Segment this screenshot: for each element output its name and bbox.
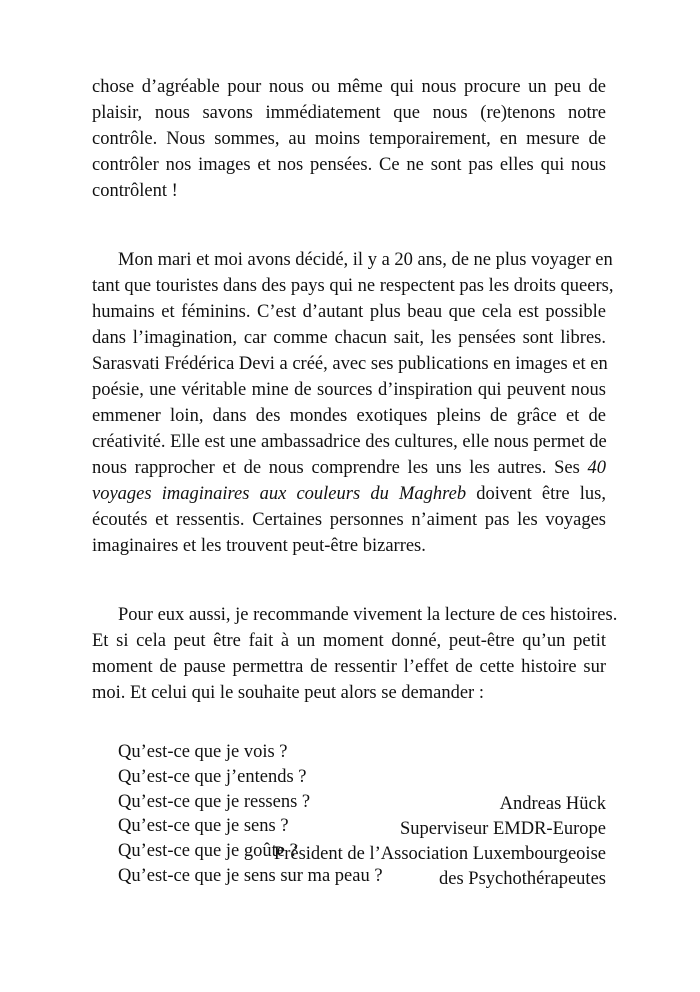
question-item: Qu’est-ce que j’entends ? [118,766,307,787]
document-body [92,74,618,889]
text-segment: imaginaires et les trouvent peut-être bizarres. [92,536,426,556]
text-line [92,481,606,507]
text-segment: contrôler nos images et nos pensées. Ce ne sont pas elles qui nous [92,155,606,175]
text-segment: écoutés et ressentis. Certaines personnes n’aiment pas les voyages [92,510,606,530]
text-segment: humains et féminins. C’est d’autant plus beau que cela est possible [92,302,606,322]
question-item: Qu’est-ce que je sens ? [118,816,289,837]
text-line [92,628,606,654]
text-segment: emmener loin, dans des mondes exotiques pleins de grâce et de [92,406,606,426]
signature-name: Andreas Hück [499,794,606,814]
text-line [92,247,613,273]
text-segment: dans l’imagination, car comme chacun sait, les pensées sont libres. [92,328,606,348]
text-line [92,507,606,533]
text-segment: nous rapprocher et de nous comprendre les uns les autres. Ses [92,458,588,478]
text-line [92,377,606,403]
text-segment: doivent être lus, [466,484,606,504]
signature-block [274,792,606,892]
text-segment: créativité. Elle est une ambassadrice des cultures, elle nous permet de [92,432,607,452]
text-line [92,325,606,351]
text-line [92,273,614,299]
text-segment: contrôlent ! [92,181,178,201]
text-segment: Et si cela peut être fait à un moment donné, peut-être qu’un petit [92,631,606,651]
text-segment: chose d’agréable pour nous ou même qui nous procure un peu de [92,77,606,97]
text-line [92,100,606,126]
question-item: Qu’est-ce que je vois ? [118,742,288,762]
text-segment: moment de pause permettra de ressentir l’effet de cette histoire sur [92,657,606,677]
text-line [92,351,606,377]
question-item: Qu’est-ce que je ressens ? [118,791,311,812]
paragraph-gap [92,559,606,602]
signature-title: Superviseur EMDR-Europe [399,819,606,839]
text-segment: Pour eux aussi, je recommande vivement la lecture de ces histoires. [118,605,618,625]
text-line [92,533,606,559]
text-line [92,152,606,178]
paragraph-gap [92,204,606,247]
paragraph [92,247,614,559]
text-segment: tant que touristes dans des pays qui ne respectent pas les droits queers, [92,276,614,296]
text-line [92,299,606,325]
text-segment: moi. Et celui qui le souhaite peut alors se demander : [92,683,484,703]
text-line [92,74,606,100]
signature-role-line2: des Psychothérapeutes [439,869,606,889]
question-item: Qu’est-ce que je sens sur ma peau ? [118,865,383,886]
text-line [92,654,606,680]
text-segment: poésie, une véritable mine de sources d’inspiration qui peuvent nous [92,380,606,400]
text-segment: Sarasvati Frédérica Devi a créé, avec ses publications en images et en [92,354,608,374]
text-line [92,680,606,706]
text-line [92,429,606,455]
text-line [92,126,606,152]
text-line [92,403,606,429]
text-line [92,178,606,204]
text-segment: contrôle. Nous sommes, au moins temporairement, en mesure de [92,129,606,149]
paragraph [92,74,606,204]
signature-role-line1: Président de l’Association Luxembourgeoise [273,844,606,864]
paragraph [92,602,618,706]
italic-title-text: voyages imaginaires aux couleurs du Maghreb [92,484,467,504]
question-item: Qu’est-ce que je goûte ? [118,841,298,862]
text-segment: Mon mari et moi avons décidé, il y a 20 ans, de ne plus voyager en [118,250,613,270]
paragraphs [92,74,618,740]
text-segment: plaisir, nous savons immédiatement que nous (re)tenons notre [92,103,606,123]
text-line [92,602,618,628]
italic-title-text: 40 [587,458,606,478]
text-line [92,455,606,481]
